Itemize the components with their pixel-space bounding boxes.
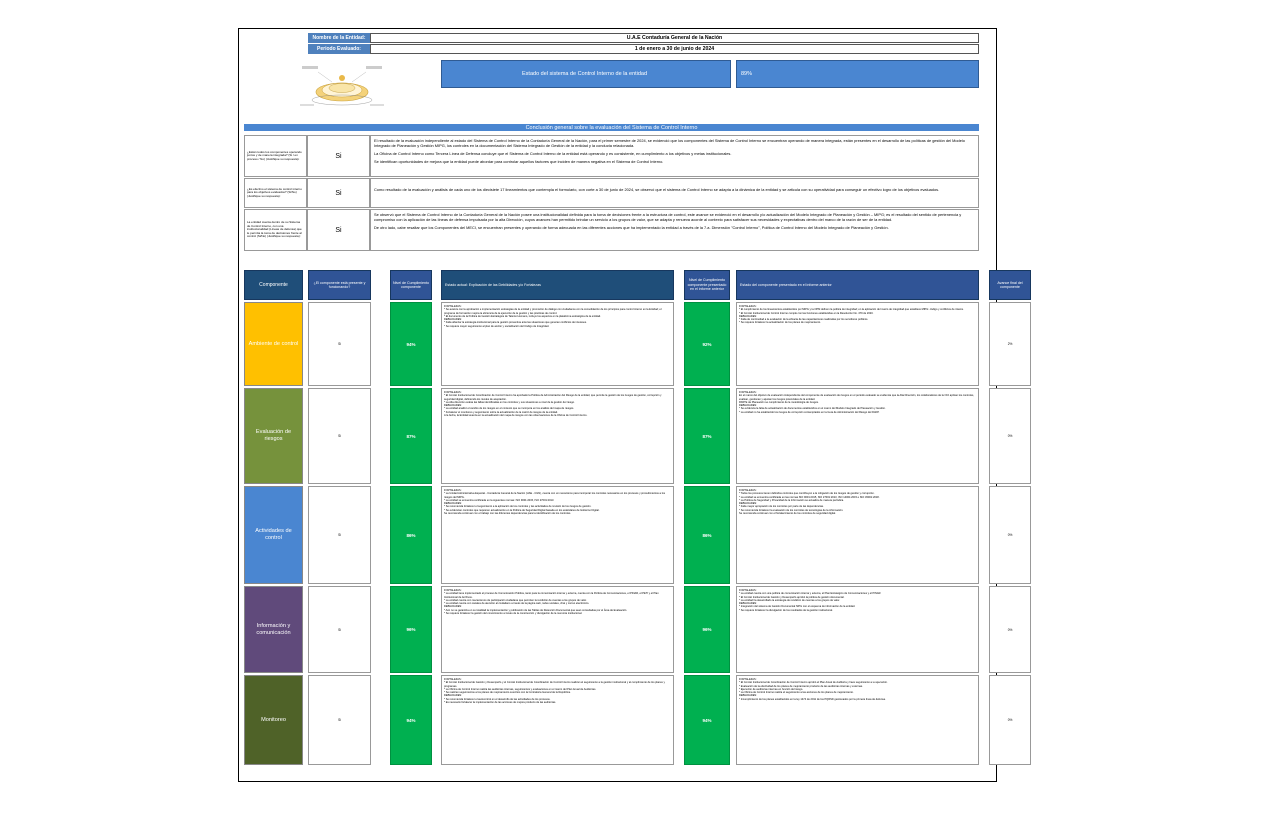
prev-level-value: 92%: [684, 302, 730, 386]
present-value: Si: [308, 302, 371, 386]
period-value: 1 de enero a 30 de junio de 2024: [370, 44, 979, 54]
prev-level-value: 87%: [684, 388, 730, 484]
component-name: Evaluación de riesgos: [244, 388, 303, 484]
current-state-text: FORTALEZAS: * La Unidad Administrativa Especial - Contaduría General de la Nación (UAE - CGN), cuenta con un mecanismo para incorporar los controles necesarios en los procesos y procedimientos a los riesgos del MIPG. * La entidad se encuentra certificada en la siguientes normas: ISO 9001:2015, ISO 27001:2013. DEBILIDADES: * Se recomienda fortalecer el seguimiento a la aplicación de los controles y las actividades de revisión de los riesgos de gestión. * Se evidencian controles que requieren actualización en la Política de Seguridad Digital basada en los estándares de Gobierno Digital. Se recomienda continuar con el trabajo con las diferentes dependencias para la identificación de los controles.: [441, 486, 674, 584]
component-name: Ambiente de control: [244, 302, 303, 386]
conclusion-justification: [370, 178, 979, 208]
prev-level-value: 96%: [684, 586, 730, 673]
advance-value: 0%: [989, 486, 1031, 584]
advance-value: 0%: [989, 388, 1031, 484]
current-state-text: FORTALEZAS: * La entidad tiene implementado el proceso de Comunicación Pública, tanto para la comunicación interna y externa, cuenta con la Política de Comunicaciones, el PINAR, el PETI y el Plan Institucional de Archivos. * La entidad cuenta con mecanismos de participación ciudadana que permiten la rendición de cuentas a los grupos de valor. * La entidad cuenta con canales de atención al ciudadano a través de la página web, redes sociales, chat y correo electrónico. DEBILIDADES: * Aún no se garantiza en su totalidad la implementación y publicación de las Tablas de Retención Documental que sean consultadas por el Área de Evaluación. * Se requiere fortalecer la gestión del conocimiento a través de la construcción y divulgación de la memoria institucional.: [441, 586, 674, 673]
component-name: Actividades de control: [244, 486, 303, 584]
status-label: Estado del sistema de Control Interno de la entidad: [441, 60, 731, 88]
conclusion-question: ¿Están todos los componentes operando juntos y de manera integrada? (Si / en proceso / No) (Justifique su respuesta):: [244, 135, 307, 177]
conclusion-answer: Si: [307, 209, 370, 251]
conclusion-answer: Si: [307, 178, 370, 208]
level-value: 86%: [390, 486, 432, 584]
conclusion-title: Conclusión general sobre la evaluación del Sistema de Control Interno: [244, 124, 979, 131]
prev-level-value: 94%: [684, 675, 730, 765]
conclusion-answer: Si: [307, 135, 370, 177]
present-value: Si: [308, 586, 371, 673]
present-value: Si: [308, 486, 371, 584]
level-value: 87%: [390, 388, 432, 484]
header-level: Nivel de Cumplimiento componente: [390, 270, 432, 300]
present-value: Si: [308, 388, 371, 484]
advance-value: 0%: [989, 586, 1031, 673]
conclusion-question: ¿Es efectivo el sistema de control interno para los objetivos evaluados? (Si/No) (Justifique su respuesta):: [244, 178, 307, 208]
header-prev-level: Nivel de Cumplimiento componente presentado en el informe anterior: [684, 270, 730, 300]
header-prev-state: Estado del componente presentado en el informe anterior: [736, 270, 979, 300]
paragraph: Como resultado de la evaluación y análisis de cada uno de los diecisiete 17 lineamientos que contempla el formulario, con corte a 30 de junio de 2024, se observó que el sistema de Control Interno se adapta a la dinámica de la entidad y se articula con su operatividad para conseguir un efectivo logro de los objetivos evaluados.: [374, 187, 940, 192]
present-value: Si: [308, 675, 371, 765]
level-value: 94%: [390, 675, 432, 765]
conclusion-justification: [370, 209, 979, 251]
component-name: Monitoreo: [244, 675, 303, 765]
prev-state-text: FORTALEZAS: * La entidad cuenta con una política de comunicación interna y externa, el Plan Estratégico de Comunicaciones y el PINAR. * El Comité Institucional de Gestión y Desempeño aprobó la política de gestión documental. * La entidad ha desarrollado la estrategia de rendición de cuentas a los grupos de valor. DEBILIDADES: * Integración del sistema de Gestión Documental SIPG con el esquema de información de la entidad. * Se requiere fortalecer la divulgación de los resultados de la gestión institucional.: [736, 586, 979, 673]
conclusion-justification: [370, 135, 979, 177]
period-label: Periodo Evaluado:: [308, 44, 370, 54]
current-state-text: FORTALEZAS: * Se avanza con la aprobación e implementación estrategias de la entidad y promoción de diálogo con ciudadanos con la consolidación de los principios para control interno en la Entidad; el programa de formación mejora la eficiencia de la ejecución de la gestión y las prácticas de control. * El documento de la Política de Gestión Estratégica de Talento Humano, incluye los aspectos en la plataforma estratégica de la entidad. DEBILIDADES: * Falta afianzar la estrategia institucional para la gestión preventiva ante las situaciones que generan conflictos de intereses. * Se requiere mayor seguimiento al plan de acción y socialización del Código de Integridad.: [441, 302, 674, 386]
header-component: Componente: [244, 270, 303, 300]
level-value: 96%: [390, 586, 432, 673]
paragraph: Se identifican oportunidades de mejora que la entidad puede abordar para controlar aquellos factores que inciden de manera negativa en el Sistema de Control Interno.: [374, 159, 664, 164]
paragraph: La Oficina de Control Interno como Tercera Línea de Defensa concluye que el Sistema de Control Interno de la entidad está operando y es consistente, en cumplimiento a los objetivos y metas institucionales.: [374, 151, 732, 156]
current-state-text: FORTALEZAS: * El Comité Institucional de Coordinación de Control Interno ha aprobado la Política de Administración del Riesgo de la entidad, que permite la gestión de los riesgos de gestión, corrupción y seguridad digital, definiendo los niveles de aceptación. * La Alta dirección evalúa las fallas identificadas en los controles y sus situaciones a nivel de la gestión del riesgo. DEBILIDADES: * La entidad analizó el cambio de los riesgos en el contexto que se incorpora en los análisis del mapa de riesgos. * Fortalecer el monitoreo y seguimiento sobre la actualización de la matriz de riesgos de la entidad. A la fecha, la Entidad avanza en la actualización del mapa de riesgos con las observaciones de la Oficina de Control Interno.: [441, 388, 674, 484]
current-state-text: FORTALEZAS: * El Comité Institucional de Gestión y Desempeño y el Comité Institucional de Coordinación de Control Interno realizan el seguimiento a la gestión institucional y al cumplimiento de los planes y programas. * La Oficina de Control Interno realiza las auditorías internas, seguimientos y evaluaciones en el marco del Plan Anual de Auditorías. * Se realizan seguimientos a los planes de mejoramiento suscritos con la Contraloría General de la República. DEBILIDADES: * Se recomienda fortalecer el autocontrol en el desarrollo de las actividades de los procesos. * Es necesario fortalecer la implementación de las acciones de mejora producto de las auditorías.: [441, 675, 674, 765]
prev-state-text: FORTALEZAS: * El cumplimiento de los lineamientos establecidos por MIPG y la OPM definen la política de integridad; en la aplicación del marco de integridad que establece MIPG: código y conflictos de interés. * El Comité Institucional de Control Interno cumple con las funciones establecidas en la Resolución No. 479 de 2020. DEBILIDADES: * Falta de continuidad a la evaluación de la eficacia de las capacitaciones realizadas por los servidores públicos. * Se requiere fortalecer la actualización de los planes de mejoramiento.: [736, 302, 979, 386]
advance-value: 0%: [989, 675, 1031, 765]
advance-value: 2%: [989, 302, 1031, 386]
component-name: Información y comunicación: [244, 586, 303, 673]
header-present: ¿El componente está presente y funcionando?: [308, 270, 371, 300]
prev-level-value: 86%: [684, 486, 730, 584]
paragraph: El resultado de la evaluación independiente al estado del Sistema de Control Interno de la Contaduría General de la Nación, para el primer semestre de 2024, se evidenció que los componentes del Sistema de Control Interno se encuentran operando de manera integrada, están presentes en el desarrollo de las políticas de gestión del Modelo Integrado de Planeación y Gestión MIPG, los controles en la documentación del Sistema Integrado de Gestión de la entidad y la conducta relacionada.: [374, 138, 965, 148]
paragraph: De otro lado, cabe resaltar que los Componentes del MECI, se encuentran presentes y operando de forma adecuada en las diferentes acciones que ha implementado la entidad a través de la 7.a. Dimensión "Control Interno", Política de Control Interno del Modelo Integrado de Planeación y Gestión.: [374, 225, 889, 230]
level-value: 94%: [390, 302, 432, 386]
header-current: Estado actual: Explicación de las Debilidades y/o Fortalezas: [441, 270, 674, 300]
header-advance: Avance final del componente: [989, 270, 1031, 300]
entity-label: Nombre de la Entidad:: [308, 33, 370, 43]
prev-state-text: FORTALEZAS: En el marco del objetivo de evaluación independiente del componente de evaluación de riesgos en el periodo evaluado se evidencia que la Alta Dirección, los colaboradores de la OCI aplican los controles, evalúan, gestionan y ajustan los riesgos potenciales de la entidad. PARTE de Planeación se cumplimiento de la metodología de riesgos. DEBILIDADES: * Se evidencia la falta de actualización de documentos establecidos en el marco del Modelo Integrado de Planeación y Gestión. * La entidad no ha establecido los riesgos de corrupción contemplados en la Guía de Administración del Riesgo del DAFP.: [736, 388, 979, 484]
prev-state-text: FORTALEZAS: * El Comité Institucional de Coordinación de Control Interno aprobó el Plan Anual de Auditoría y hace seguimiento a su ejecución. * Evaluación de la efectividad de los planes de mejoramiento producto de las auditorías internas y externas. * Ejecución de auditorías internas en función del riesgo. * La Oficina de Control Interno realiza el seguimiento a las acciones de los planes de mejoramiento. DEBILIDADES: * Incumplimiento de los planes establecidos en la ley 1474 de 2011 de los PQRSD gestionados por la primera línea de defensa.: [736, 675, 979, 765]
prev-state-text: FORTALEZAS: * Todos los procesos tienen definidos controles que contribuyen a la mitigación de los riesgos de gestión y corrupción. * La entidad se encuentra certificada en las normas ISO 9001:2015, ISO 27001:2013, ISO 14001:2015 e ISO 45001:2018. * La Política de Seguridad y Privacidad de la Información se actualiza de manera periódica. DEBILIDADES: * Falta mayor apropiación de los controles por parte de las dependencias. * Se recomienda fortalecer la evaluación de los controles de tecnologías de la información. Se recomienda continuar con el fortalecimiento de los controles de seguridad digital.: [736, 486, 979, 584]
entity-value: U.A.E Contaduría General de la Nación: [370, 33, 979, 43]
paragraph: Se observó que el Sistema de Control Interno de la Contaduría General de la Nación posee una institucionalidad definida para la toma de decisiones frente a la estructura de control, este avance se evidenció en el desarrollo y/o actualización del Modelo Integrado de Planeación y Gestión – MIPG; es el resultado del sentido de pertenencia y compromiso con la aplicación de las líneas de defensa impulsada por la alta Dirección, cuyos avances han permitido brindar un servicio a los grupos de valor, que se adapta y renueva acorde al contexto para satisfacer sus necesidades y expectativas dentro del marco de la razón de ser de la entidad.: [374, 212, 962, 222]
conclusion-question: La entidad cuenta dentro de su Sistema de Control Interno, con una institucionalidad (Líneas de defensa) que le permita la toma de decisiones frente al control (Si/No) (Justifique su respuesta):: [244, 209, 307, 251]
status-value: 89%: [736, 60, 979, 88]
meci-model-logo: [298, 62, 386, 110]
